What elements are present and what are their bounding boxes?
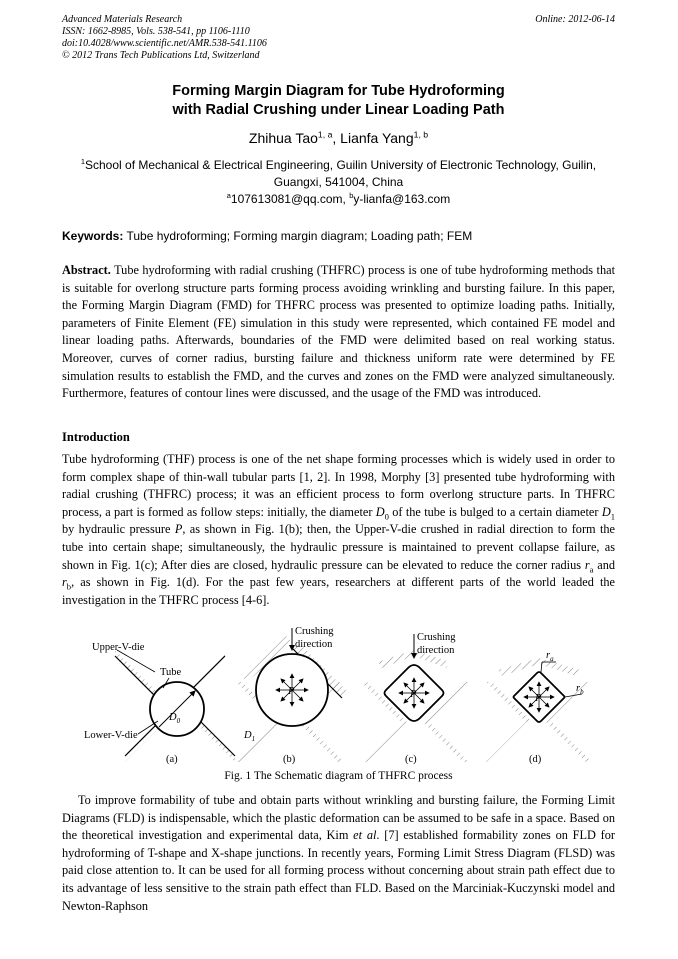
panel-d [486, 650, 592, 765]
label-d0-sub: 0 [176, 717, 181, 725]
title-line-1: Forming Margin Diagram for Tube Hydroforming [172, 83, 505, 99]
symbol-p: P [174, 522, 183, 537]
text-run: of the tube is bulged to a certain diameter [388, 504, 602, 519]
introduction-paragraph-2 [62, 792, 615, 915]
text-italic-et-al: et al [353, 828, 377, 843]
panel-b [236, 626, 348, 765]
label-direction-b: direction [295, 639, 333, 650]
abstract-text: Tube hydroforming with radial crushing (THFRC) process is one of tube hydroforming methods that is suitable for overlong structure parts forming process avoiding wrinkling and bursting failure. In this paper, the Forming Margin Diagram (FMD) for THFRC process was presented to optimize loading paths. Initially, parameters of Finite Element (FE) simulation in this study were represented, which contained FE model and linear loading paths. Afterwards, boundaries of the FMD were delimited based on real working status. Moreover, curves of corner radius, bursting failure and thickness uniform rate were determined by FE simulation results to establish the FMD, and the curves and zones on the FMD were analyzed simultaneously. Furthermore, features of contour lines were discussed, and the usage of the FMD was introduced. [62, 263, 615, 401]
journal-issn: ISSN: 1662-8985, Vols. 538-541, pp 1106-1110 [62, 26, 250, 37]
label-panel-d: (d) [529, 754, 542, 765]
label-panel-c: (c) [405, 754, 417, 765]
email-a-marker: a [226, 191, 231, 200]
text-run: and [593, 557, 615, 572]
label-tube: Tube [160, 667, 182, 678]
label-crushing-b: Crushing [295, 626, 334, 637]
affiliation-line-2: Guangxi, 541004, China [273, 175, 404, 189]
author-2-affil: 1, b [413, 129, 429, 140]
email-b-marker: b [349, 191, 354, 200]
label-d0-letter: D [169, 712, 177, 723]
panel-a [84, 642, 235, 765]
panel-c [361, 632, 469, 765]
label-upper-v-die: Upper-V-die [92, 642, 145, 653]
label-rb-letter: r [576, 683, 581, 694]
label-ra-sub: a [550, 655, 554, 663]
keywords-text: Tube hydroforming; Forming margin diagram; Loading path; FEM [123, 229, 473, 243]
email-separator: , [342, 192, 350, 206]
text-run: Tube hydroforming (THF) process is one of the net shape forming processes which is widely used in order to form complex shape of thin-wall tubular parts [1, 2]. In 1998, Morphy [3] presented tube hydroforming with radial crushing (THFRC) process; it was an efficient process to form overlong structure parts. In THFRC process, a part is formed as follow steps: initially, the diameter [62, 452, 615, 519]
text-run: by hydraulic pressure [62, 522, 175, 537]
text-run: , as shown in Fig. 1(d). For the past few years, researchers at different parts of the world leaded the investigation in the THFRC process [4-6]. [62, 575, 615, 607]
author-1-name: Zhihua Tao [248, 130, 318, 146]
keywords [62, 229, 615, 243]
label-rb-sub: b [580, 688, 584, 696]
label-p-c: P [410, 689, 417, 700]
abstract-label: Abstract. [62, 263, 111, 277]
symbol-d: D [375, 504, 385, 519]
affiliation-line-1: School of Mechanical & Electrical Engineering, Guilin University of Electronic Technology, Guilin, [85, 158, 597, 172]
journal-header [62, 14, 422, 62]
subscript: b [66, 581, 72, 592]
label-d1-sub: 1 [251, 735, 256, 743]
figure-1-caption: Fig. 1 The Schematic diagram of THFRC process [224, 770, 453, 782]
label-d1-letter: D [244, 730, 252, 741]
label-p-d: P [535, 693, 542, 704]
figure-1-schematic [62, 620, 615, 768]
label-lower-v-die: Lower-V-die [84, 730, 138, 741]
email-a[interactable]: 107613081@qq.com [230, 192, 343, 206]
title-line-2: with Radial Crushing under Linear Loading Path [172, 102, 505, 118]
symbol-r: r [62, 575, 67, 590]
label-panel-b: (b) [283, 754, 296, 765]
label-direction-c: direction [417, 645, 455, 656]
author-separator: , [332, 130, 341, 146]
abstract [62, 262, 615, 403]
email-b[interactable]: y-lianfa@163.com [353, 192, 451, 206]
online-date: Online: 2012-06-14 [535, 14, 615, 25]
journal-copyright: © 2012 Trans Tech Publications Ltd, Switzerland [62, 50, 260, 61]
label-crushing-c: Crushing [417, 632, 456, 643]
text-run: , as shown in Fig. 1(b); then, the Upper-V-die crushed in radial direction to form the tube into certain shape; simultaneously, the hydraulic pressure is maintained to prevent collapse failure, as shown in Fig. 1(c); After dies are closed, hydraulic pressure can be elevated to reduce the corner radius [62, 522, 615, 572]
journal-name: Advanced Materials Research [62, 14, 183, 25]
paper-title [62, 82, 615, 120]
label-d1 [243, 730, 255, 743]
symbol-r: r [584, 557, 590, 572]
subscript: 0 [384, 511, 389, 522]
subscript: a [589, 564, 594, 575]
text-run: . [7] established formability zones on FLD for hydroforming of T-shape and X-shape junctions. In recently years, Forming Limit Stress Diagram (FLSD) was paid close attention to. It can be used for all forming process without concerning about strain path effect due to its advantage of less sensitive to the strain path effect than FLD. Based on the Marciniak-Kuczynski model and Newton-Raphson [62, 828, 615, 913]
keywords-label: Keywords: [62, 229, 124, 243]
subscript: 1 [610, 511, 616, 522]
author-emails [62, 192, 615, 206]
affiliation [62, 157, 615, 191]
journal-doi: doi:10.4028/www.scientific.net/AMR.538-541.1106 [62, 38, 267, 49]
author-list [62, 130, 615, 146]
text-run: To improve formability of tube and obtain parts without wrinkling and bursting failure, the Forming Limit Diagrams (FLD) is indispensable, which the plastic deformation can be assumed to be safe in a space. Based on the theoretical investigation and experimental data, Kim [62, 793, 615, 843]
author-2-name: Lianfa Yang [340, 130, 414, 146]
label-p-b: P [288, 686, 295, 697]
label-ra-letter: r [546, 650, 551, 661]
symbol-d: D [601, 504, 611, 519]
section-heading-introduction: Introduction [62, 430, 130, 444]
introduction-paragraph-1 [62, 451, 615, 609]
affiliation-marker: 1 [80, 157, 85, 166]
author-1-affil: 1, a [317, 129, 333, 140]
figure-1 [62, 620, 615, 768]
label-panel-a: (a) [166, 754, 178, 765]
